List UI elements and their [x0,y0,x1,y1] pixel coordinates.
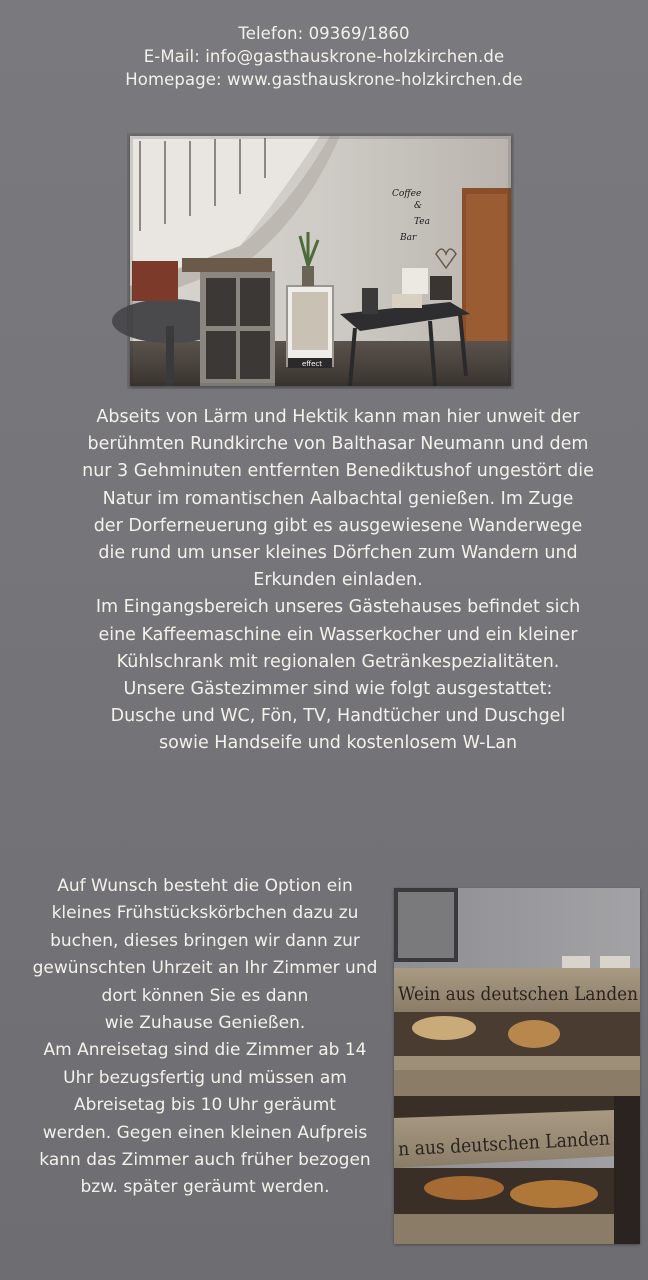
text-line: Dusche und WC, Fön, TV, Handtücher und Duschgel [110,706,566,727]
text-line: wie Zuhause Genießen. [104,1013,306,1034]
text-line: Auf Wunsch besteht die Option ein [57,876,353,896]
text-line: Abreisetag bis 10 Uhr geräumt [74,1095,336,1116]
text-line: Erkunden einladen. [253,570,423,591]
breakfast-crate-photo [394,888,640,1244]
sign-coffee: Coffee [392,189,422,199]
text-line: werden. Gegen einen kleinen Aufpreis [42,1122,368,1143]
text-line: sowie Handseife und kostenlosem W-Lan [158,733,518,754]
sign-and: & [414,201,423,211]
text-line: kleines Frühstückskörbchen dazu zu [51,903,359,924]
text-line: Abseits von Lärm und Hektik kann man hier unweit der [96,407,580,427]
text-line: dort können Sie es dann [101,985,309,1006]
lobby-photo [130,136,511,386]
text-line: Kühlschrank mit regionalen Getränkespezialitäten. [116,651,560,672]
text-line: gewünschten Uhrzeit an Ihr Zimmer und [32,958,378,979]
text-line: buchen, dieses bringen wir dann zur [50,930,360,951]
text-line: nur 3 Gehminuten entfernten Benediktushof ungestört die [82,461,594,482]
text-line: Uhr bezugsfertig und müssen am [63,1067,347,1088]
sign-bar: Bar [400,233,417,243]
description-paragraph [58,404,618,758]
text-line: eine Kaffeemaschine ein Wasserkocher und ein kleiner [98,624,578,645]
crate-text-bottom: n aus deutschen Landen [397,1126,634,1161]
crate-text-top: Wein aus deutschen Landen [398,983,638,1005]
phone-line: Telefon: 09369/1860 [238,24,410,43]
text-line: kann das Zimmer auch früher bezogen [39,1150,371,1171]
text-line: Unsere Gästezimmer sind wie folgt ausgestattet: [123,679,553,700]
text-line: Im Eingangsbereich unseres Gästehauses befindet sich [95,597,581,618]
text-line: bzw. später geräumt werden. [80,1177,330,1198]
text-line: der Dorferneuerung gibt es ausgewiesene Wanderwege [93,515,583,536]
email-line: E-Mail: info@gasthauskrone-holzkirchen.de [143,47,505,66]
text-line: die rund um unser kleines Dörfchen zum Wandern und [98,543,578,564]
text-line: Natur im romantischen Aalbachtal genießen. Im Zuge [102,488,574,509]
sign-tea: Tea [414,217,430,227]
contact-block [0,22,648,91]
text-line: berühmten Rundkirche von Balthasar Neumann und dem [87,434,589,455]
breakfast-paragraph [14,873,396,1202]
text-line: Am Anreisetag sind die Zimmer ab 14 [43,1040,367,1061]
fridge-label: effect [302,360,323,368]
homepage-line: Homepage: www.gasthauskrone-holzkirchen.de [125,70,523,89]
